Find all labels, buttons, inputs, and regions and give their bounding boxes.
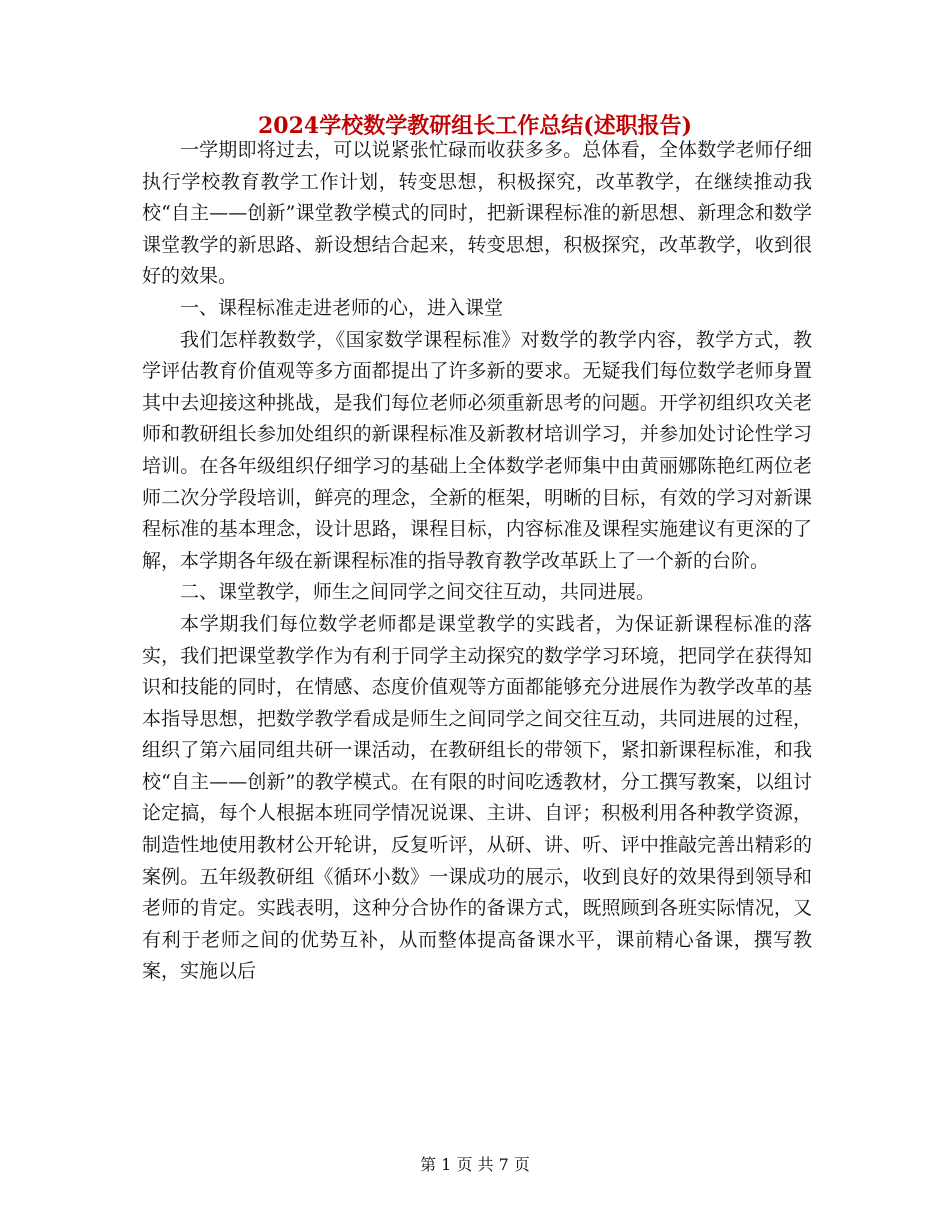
document-title: 2024学校数学教研组长工作总结(述职报告) [257,113,693,139]
section-heading-1: 一、课程标准走进老师的心，进入课堂 [180,296,504,319]
paragraph-section-1: 我们怎样教数学，《国家数学课程标准》对数学的教学内容，教学方式，教学评估教育价值观等多方面都提出了许多新的要求。无疑我们每位数学老师身置其中去迎接这种挑战，是我们每位老师必须重新思考的问题。开学初组织攻关老师和教研组长参加处组织的新课程标准及新教材培训学习，并参加处讨论性学习培训。在各年级组织仔细学习的基础上全体数学老师集中由黄丽娜陈艳红两位老师二次分学段培训，鲜亮的理念，全新的框架，明晰的目标，有效的学习对新课程标准的基本理念，设计思路，课程目标，内容标准及课程实施建议有更深的了解，本学期各年级在新课程标准的指导教育教学改革跃上了一个新的台阶。 [142,328,812,572]
section-heading-2: 二、课堂教学，师生之间同学之间交往互动，共同进展。 [180,581,656,604]
paragraph-section-2: 本学期我们每位数学老师都是课堂教学的实践者，为保证新课程标准的落实，我们把课堂教学作为有利于同学主动探究的数学学习环境，把同学在获得知识和技能的同时，在情感、态度价值观等方面都能够充分进展作为教学改革的基本指导思想，把数学教学看成是师生之间同学之间交往互动，共同进展的过程，组织了第六届同组共研一课活动，在教研组长的带领下，紧扣新课程标准，和我校“自主——创新”的教学模式。在有限的时间吃透教材，分工撰写教案，以组讨论定搞，每个人根据本班同学情况说课、主讲、自评；积极利用各种教学资源，制造性地使用教材公开轮讲，反复听评，从研、讲、听、评中推敲完善出精彩的案例。五年级教研组《循环小数》一课成功的展示，收到良好的效果得到领导和老师的肯定。实践表明，这种分合协作的备课方式，既照顾到各班实际情况，又有利于老师之间的优势互补，从而整体提高备课水平，课前精心备课，撰写教案，实施以后 [142,612,812,983]
paragraph-intro: 一学期即将过去，可以说紧张忙碌而收获多多。总体看，全体数学老师仔细执行学校教育教学工作计划，转变思想，积极探究，改革教学，在继续推动我校“自主——创新”课堂教学模式的同时，把新课程标准的新思想、新理念和数学课堂教学的新思路、新设想结合起来，转变思想，积极探究，改革教学，收到很好的效果。 [142,139,812,288]
page-number-footer: 第 1 页 共 7 页 [420,1155,530,1174]
document-body [142,135,812,988]
